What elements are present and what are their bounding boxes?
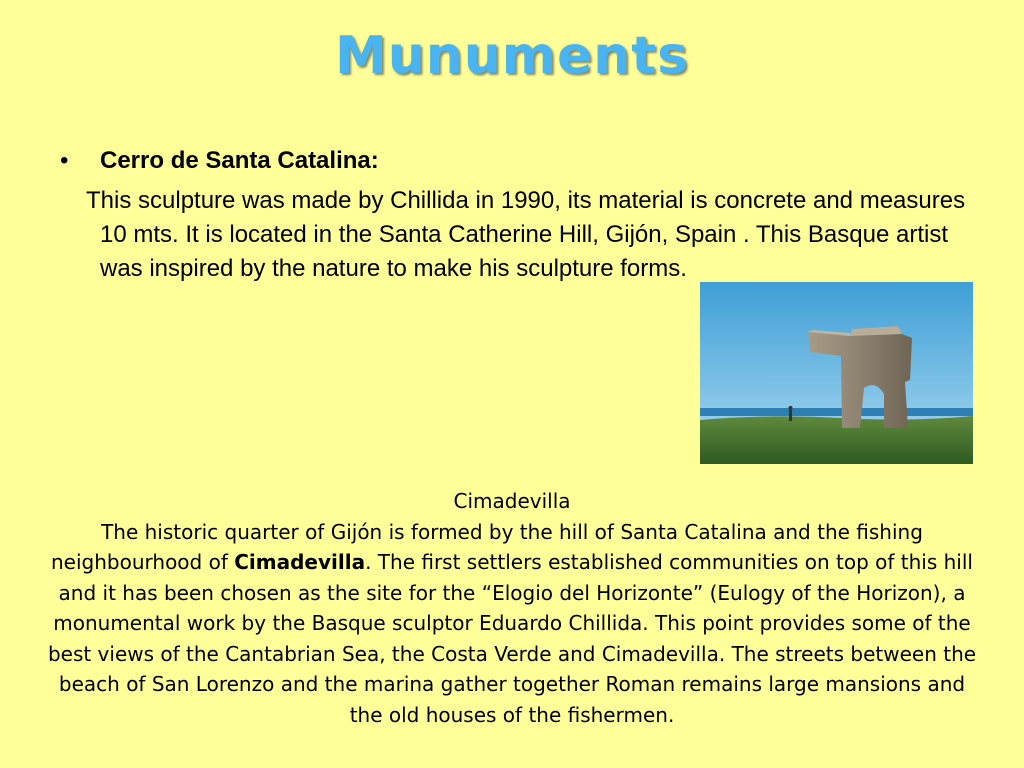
bullet-body-text: This sculpture was made by Chillida in 1990, its material is concrete and measures 10 mts. It is located in the Santa Catherine Hill, Gijón, Spain . This Basque artist was inspired by the nature to make his sculpture forms. (86, 187, 966, 282)
bullet-mark: • (60, 147, 69, 174)
bullet-heading-row (60, 145, 940, 177)
caption-text-part-1: The historic quarter of Gijón is formed by the hill of Santa Catalina and the fishing neighbourhood of (51, 519, 923, 574)
caption-bold-word: Cimadevilla (234, 550, 366, 574)
sculpture-photo-image (700, 282, 973, 464)
cimadevilla-description (40, 486, 984, 730)
caption-paragraph (40, 517, 984, 731)
caption-heading: Cimadevilla (453, 489, 571, 513)
slide-title: Munuments (334, 26, 690, 86)
bullet-heading: Cerro de Santa Catalina: (100, 147, 379, 174)
caption-text-part-2: . The first settlers established communities on top of this hill and it has been chosen as the site for the “Elogio del Horizonte” (Eulogy of the Horizon), a monumental work by the Basque sculptor Eduardo Chillida. This point provides some of the best views of the Cantabrian Sea, the Costa Verde and Cimadevilla. The streets between the beach of San Lorenzo and the marina gather together Roman remains large mansions and the old houses of the fishermen. (47, 550, 977, 727)
sculpture-photo (700, 282, 973, 464)
